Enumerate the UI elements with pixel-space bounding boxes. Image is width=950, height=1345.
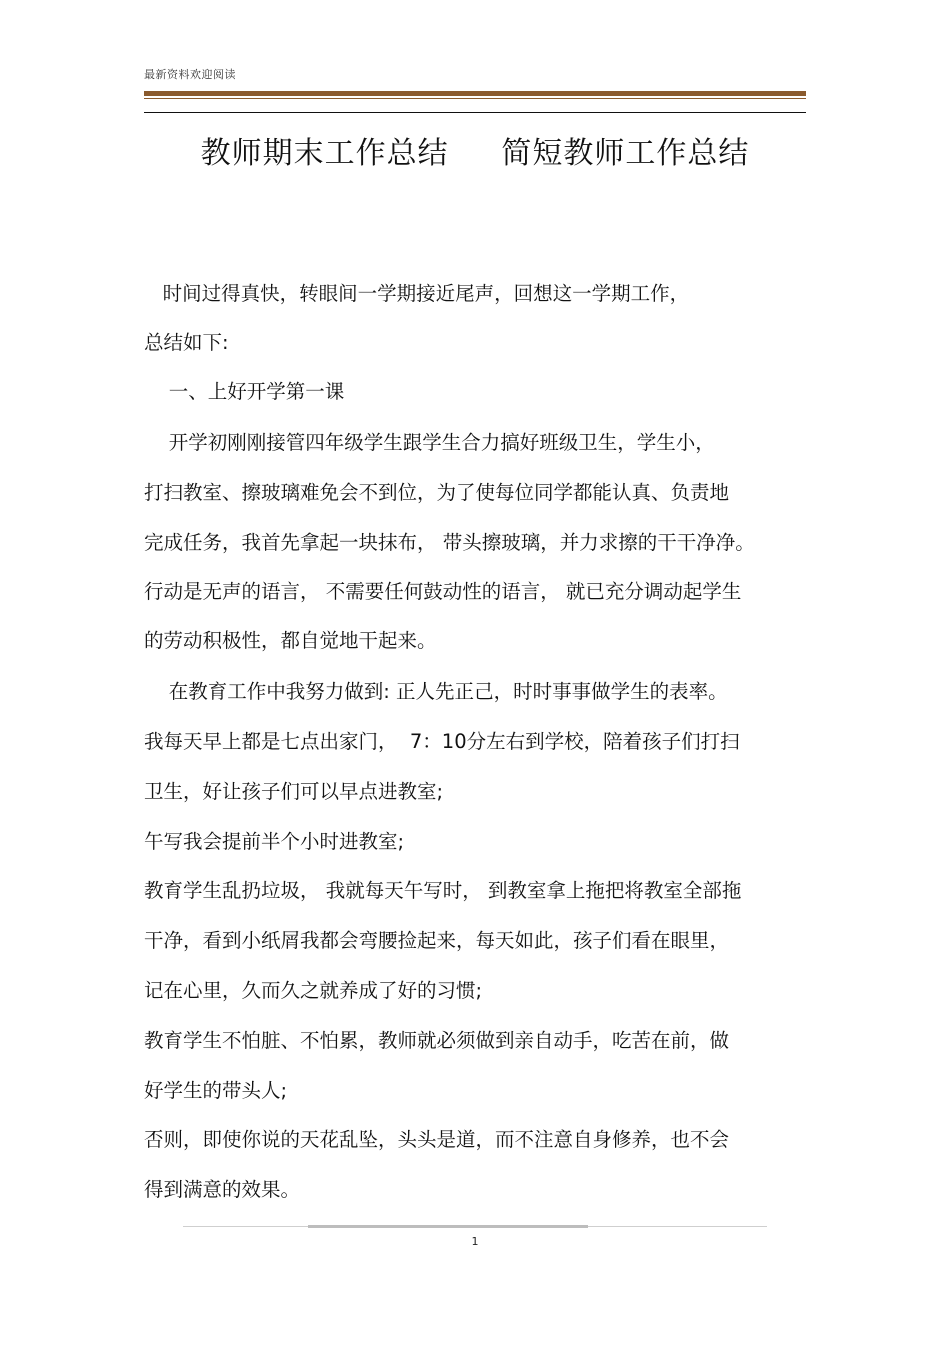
body-line: 好学生的带头人;: [144, 1079, 288, 1102]
body-line: 教育学生不怕脏、不怕累，教师就必须做到亲自动手，吃苦在前，做: [144, 1029, 730, 1052]
page-header-text: 最新资料欢迎阅读: [144, 68, 236, 81]
body-line: 总结如下:: [144, 331, 229, 354]
section-heading: 一、上好开学第一课: [144, 380, 345, 403]
body-line: 开学初刚刚接管四年级学生跟学生合力搞好班级卫生，学生小，: [144, 431, 715, 454]
body-line: 打扫教室、擦玻璃难免会不到位，为了使每位同学都能认真、负责地: [144, 481, 730, 504]
body-line: 时间过得真快，转眼间一学期接近尾声，回想这一学期工作，: [144, 282, 690, 305]
body-line: 行动是无声的语言， 不需要任何鼓动性的语言， 就已充分调动起学生: [144, 580, 742, 603]
body-line: 在教育工作中我努力做到: 正人先正己，时时事事做学生的表率。: [144, 680, 728, 703]
body-line: 完成任务，我首先拿起一块抹布， 带头擦玻璃，并力求擦的干干净净。: [144, 531, 755, 554]
document-title: 教师期末工作总结 简短教师工作总结: [200, 136, 750, 171]
header-rule-black: [144, 112, 806, 113]
body-line: 的劳动积极性，都自觉地干起来。: [144, 629, 437, 652]
page-number: 1: [471, 1235, 479, 1248]
body-line: 得到满意的效果。: [144, 1178, 301, 1201]
body-line: 午写我会提前半个小时进教室;: [144, 830, 405, 853]
footer-rule-center: [308, 1225, 588, 1228]
body-line: 否则，即使你说的天花乱坠，头头是道，而不注意自身修养，也不会: [144, 1128, 730, 1151]
body-line: 我每天早上都是七点出家门， 7：10分左右到学校，陪着孩子们打扫: [144, 730, 740, 753]
body-line: 教育学生乱扔垃圾， 我就每天午写时， 到教室拿上拖把将教室全部拖: [144, 879, 742, 902]
header-rule-thick: [144, 91, 806, 96]
header-rule-thin: [144, 98, 806, 99]
body-line: 记在心里，久而久之就养成了好的习惯;: [144, 979, 483, 1002]
body-line: 干净，看到小纸屑我都会弯腰捡起来，每天如此，孩子们看在眼里，: [144, 929, 730, 952]
body-line: 卫生，好让孩子们可以早点进教室;: [144, 780, 444, 803]
